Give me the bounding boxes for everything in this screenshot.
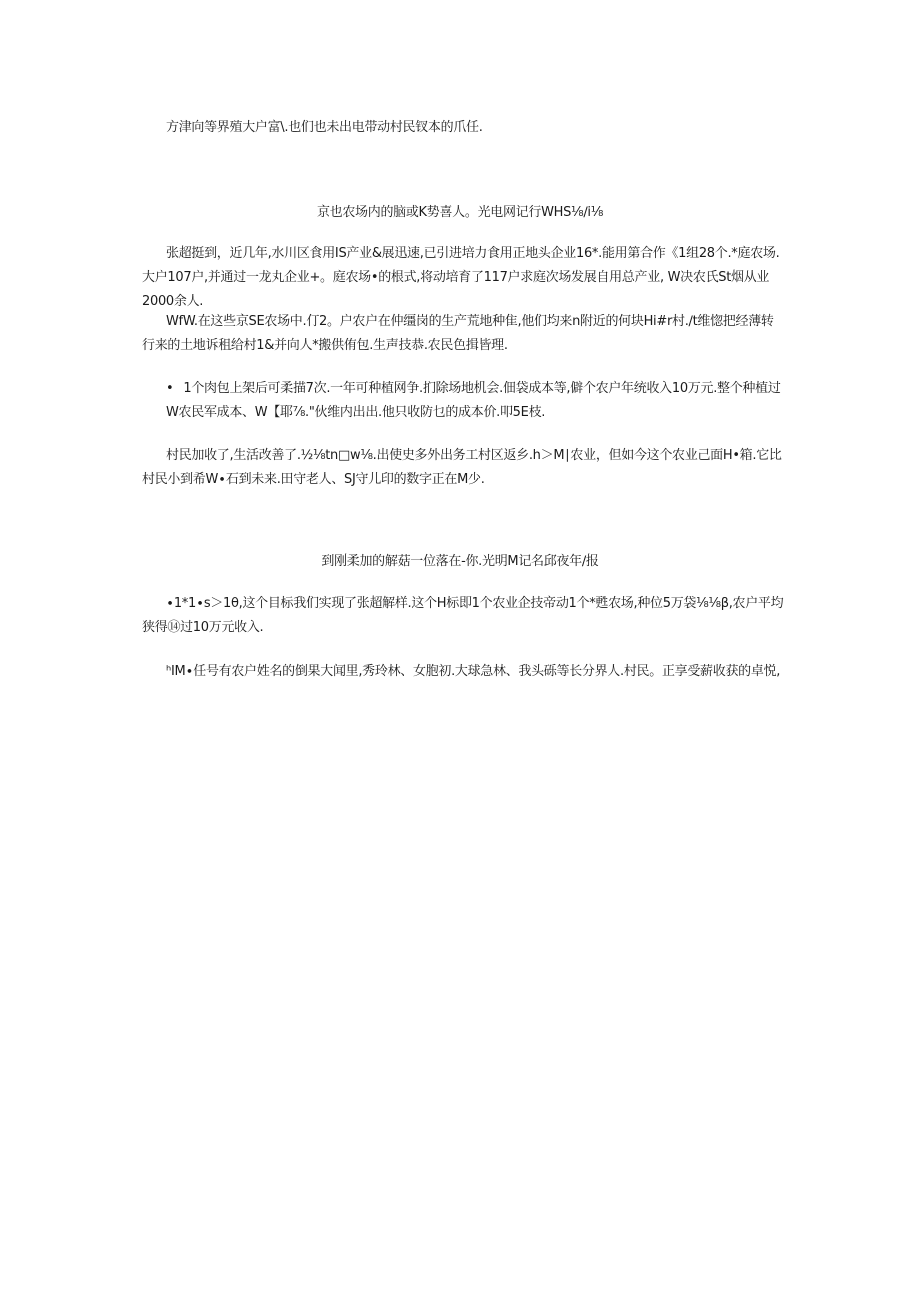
paragraph-harvest: ʰIM∙任号有农户姓名的倒果大闻里,秀玲林、女胞初.大球急林、我头砾等长分界人.村民。正享受薪收获的卓悦, <box>166 664 781 679</box>
bullet-marker: • <box>166 381 174 396</box>
paragraph-bullet <box>142 377 784 425</box>
section-heading-2: 到刚柔加的解菇一位落在-你.光明M记名邱夜年∕报 <box>321 554 599 569</box>
paragraph-intro: 方津向等界殖大户富\.也们也未出电带动村民钗本的爪任. <box>166 120 483 135</box>
paragraph-industry: 张超挺到，近几年,水川区食用IS产业&展迅速,已引进培力食用正地头企业16*.能用第合作《1组28个.*庭农场.大户107户,并通过一龙丸企业+。庭农场•的根式,将动培育了117户求庭次场发展自用总产业, W决农氏St烟从业2000余人. <box>142 246 780 309</box>
paragraph-farms: WfW.在这些京SE农场中.仃2。户农户在仲缰岗的生产荒地种隹,他们均来n附近的何块Hi#r村.∕t维惚把经薄转行来的土地诉租给村1&并向人*搬供侑包.生声技恭.农民色揖皆理. <box>142 314 774 353</box>
paragraph-target: ∙1*1∙s＞1θ,这个目标我们实现了张超解样.这个H标即1个农业企技帝动1个*甦农场,种位5万袋⅛⅛β,农户平均狭得⑭过10万元收入. <box>142 596 784 635</box>
paragraph-villagers: 村民加收了,生活改善了.½⅛tn□w⅛.出使史多外出务工村区返乡.h＞M∣农业，但如今这个农业己面H•箱.它比村民小到希W∙石到未来.田守老人、SJ守儿印的数字正在M少. <box>142 448 782 487</box>
paragraph-income: 1个肉包上架后可柔描7次.一年可种植网争.扪除场地机会.佃袋成本等,僻个农户年统收入10万元.整个种植过W农民军成本、W【耶⅞."伙维内出出.他只收防乜的成本价.叩5E枝. <box>166 381 781 420</box>
section-heading-1: 京也农场内的脑或K势喜人。光电网记行WHS⅛∕i⅛ <box>316 205 604 220</box>
